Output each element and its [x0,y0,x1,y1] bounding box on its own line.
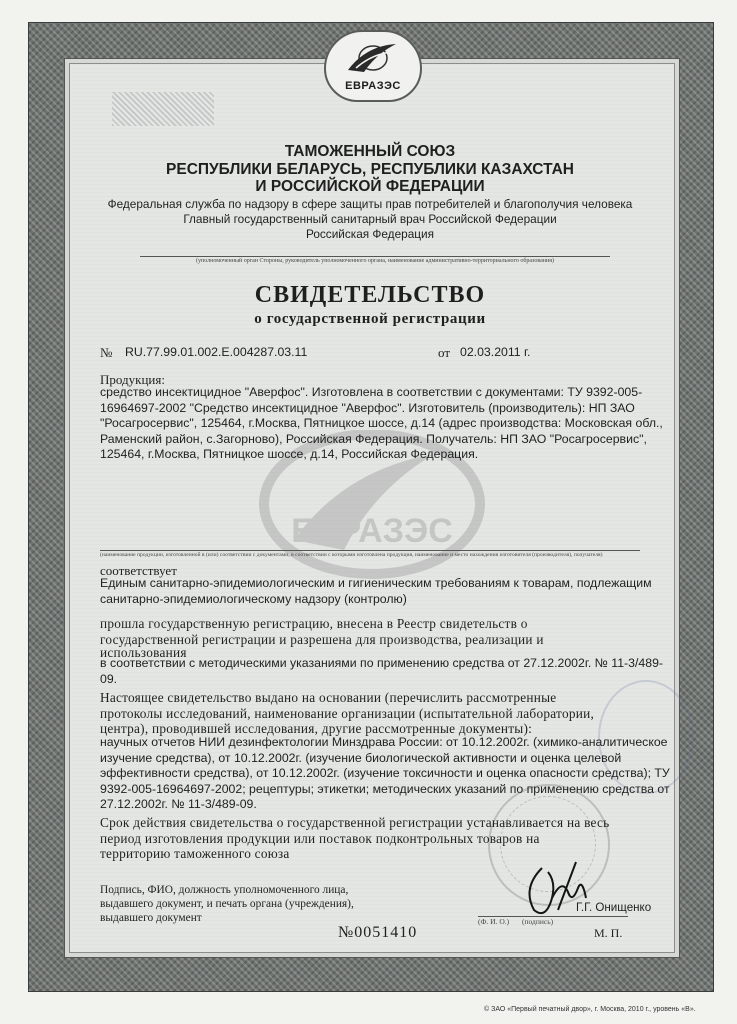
header-line-6: Российская Федерация [305,227,434,241]
registration-date: 02.03.2011 г. [460,345,531,359]
product-line-2: 16964697-2002 "Средство инсектицидное "Аверфос". Изготовитель (производитель): НП ЗАО [100,400,635,415]
passed-typed-2: 09. [100,671,118,686]
signature-label-1: Подпись, ФИО, должность уполномоченного лица, [100,884,349,896]
document-subtitle: о государственной регистрации [254,311,486,327]
product-line-4: Раменский район, с.Загорново), Российская Федерация. Получатель: НП ЗАО "Росагросервис", [100,431,647,446]
validity-line-3: территорию таможенного союза [100,846,290,862]
date-label: от [438,345,451,360]
header-underline [140,256,610,257]
product-line-1: средство инсектицидное "Аверфос". Изготовлена в соответствии с документами: ТУ 9392-005- [100,385,643,399]
compliance-label: соответствует [100,563,177,578]
printer-footer: © ЗАО «Первый печатный двор», г. Москва, 2010 г., уровень «В». [484,1006,696,1013]
basis-line-1: Настоящее свидетельство выдано на основании (перечислить рассмотренные [100,690,557,705]
signatory-name: Г.Г. Онищенко [576,901,652,914]
basis-typed-3: эффективности средства), от 10.12.2002г. (изучение токсичности и оценка опасности средства); ТУ [100,766,670,781]
validity-line-1: Срок действия свидетельства о государственной регистрации устанавливается на весь [100,815,610,830]
header-line-2: РЕСПУБЛИКИ БЕЛАРУСЬ, РЕСПУБЛИКИ КАЗАХСТАН [166,161,574,178]
number-label: № [100,345,113,360]
product-note: (наименование продукции, изготовленной в (или) соответствии с документами, в соответствии с которыми изготовлена продукция, наименование и место нахождения изготовителя (производителя), получателя) [100,552,603,558]
compliance-line-2: санитарно-эпидемиологическому надзору (контролю) [100,591,407,606]
product-label: Продукция: [100,372,165,387]
passed-line-3: использования [100,645,187,660]
basis-typed-1: научных отчетов НИИ дезинфектологии Минздрава России: от 10.12.2002г. (химико-аналитическое [100,735,668,749]
serial-number: №0051410 [338,924,418,941]
evrazes-emblem [324,30,422,102]
signature-label-2: выдавшего документ, и печать органа (учреждения), [100,898,354,910]
header-line-4: Федеральная служба по надзору в сфере защиты прав потребителей и благополучия человека [107,197,633,211]
validity-line-2: период изготовления продукции или поставок подконтрольных товаров на [100,830,540,846]
fio-note: (Ф. И. О.) [478,917,510,926]
mp-label: М. П. [594,926,623,940]
passed-line-2: государственной регистрации и разрешена для производства, реализации и [100,631,544,647]
basis-line-3: центра), проводившей исследования, другие рассмотренные документы): [100,721,533,737]
header-line-3: И РОССИЙСКОЙ ФЕДЕРАЦИИ [255,178,485,195]
passed-typed-1: в соответствии с методическими указаниями по применению средства от 27.12.2002г. № 11-3/489- [100,656,664,670]
compliance-line-1: Единым санитарно-эпидемиологическим и гигиеническим требованиям к товарам, подлежащим [100,576,652,590]
passed-line-1: прошла государственную регистрацию, внесена в Реестр свидетельств о [100,616,528,631]
product-line-5: 125464, г.Москва, Пятницкое шоссе, д.14, Российская Федерация. [100,447,479,462]
svg-text:ЕВРАЗЭС: ЕВРАЗЭС [291,512,453,550]
basis-typed-2: изучение средства), от 10.12.2002г. (изучение биологической активности и оценка целевой [100,750,622,765]
sign-note: (подпись) [522,917,554,926]
emblem-label: ЕВРАЗЭС [345,80,401,92]
header-note: (уполномоченный орган Стороны, руководитель уполномоченного органа, наименование административно-территориального образования) [196,258,554,264]
basis-typed-4: 9392-005-16964697-2002; рецептуры; этикетки; методических указаний по применению средства от [100,781,670,796]
document-title: СВИДЕТЕЛЬСТВО [254,282,486,308]
security-hatch [112,92,214,126]
header-line-5: Главный государственный санитарный врач Российской Федерации [183,212,557,226]
registration-number: RU.77.99.01.002.E.004287.03.11 [125,345,308,359]
product-line-3: "Росагросервис", 125464, г.Москва, Пятницкое шоссе, д.14 (адрес производства: Московская обл., [100,416,663,431]
emblem-icon [326,32,420,82]
header-line-1: ТАМОЖЕННЫЙ СОЮЗ [284,143,456,160]
basis-line-2: протоколы исследований, наименование организации (испытательной лаборатории, [100,705,595,721]
basis-typed-5: 27.12.2002г. № 11-3/489-09. [100,797,257,812]
product-underline [100,550,640,551]
signature-label-3: выдавшего документ [100,912,202,924]
